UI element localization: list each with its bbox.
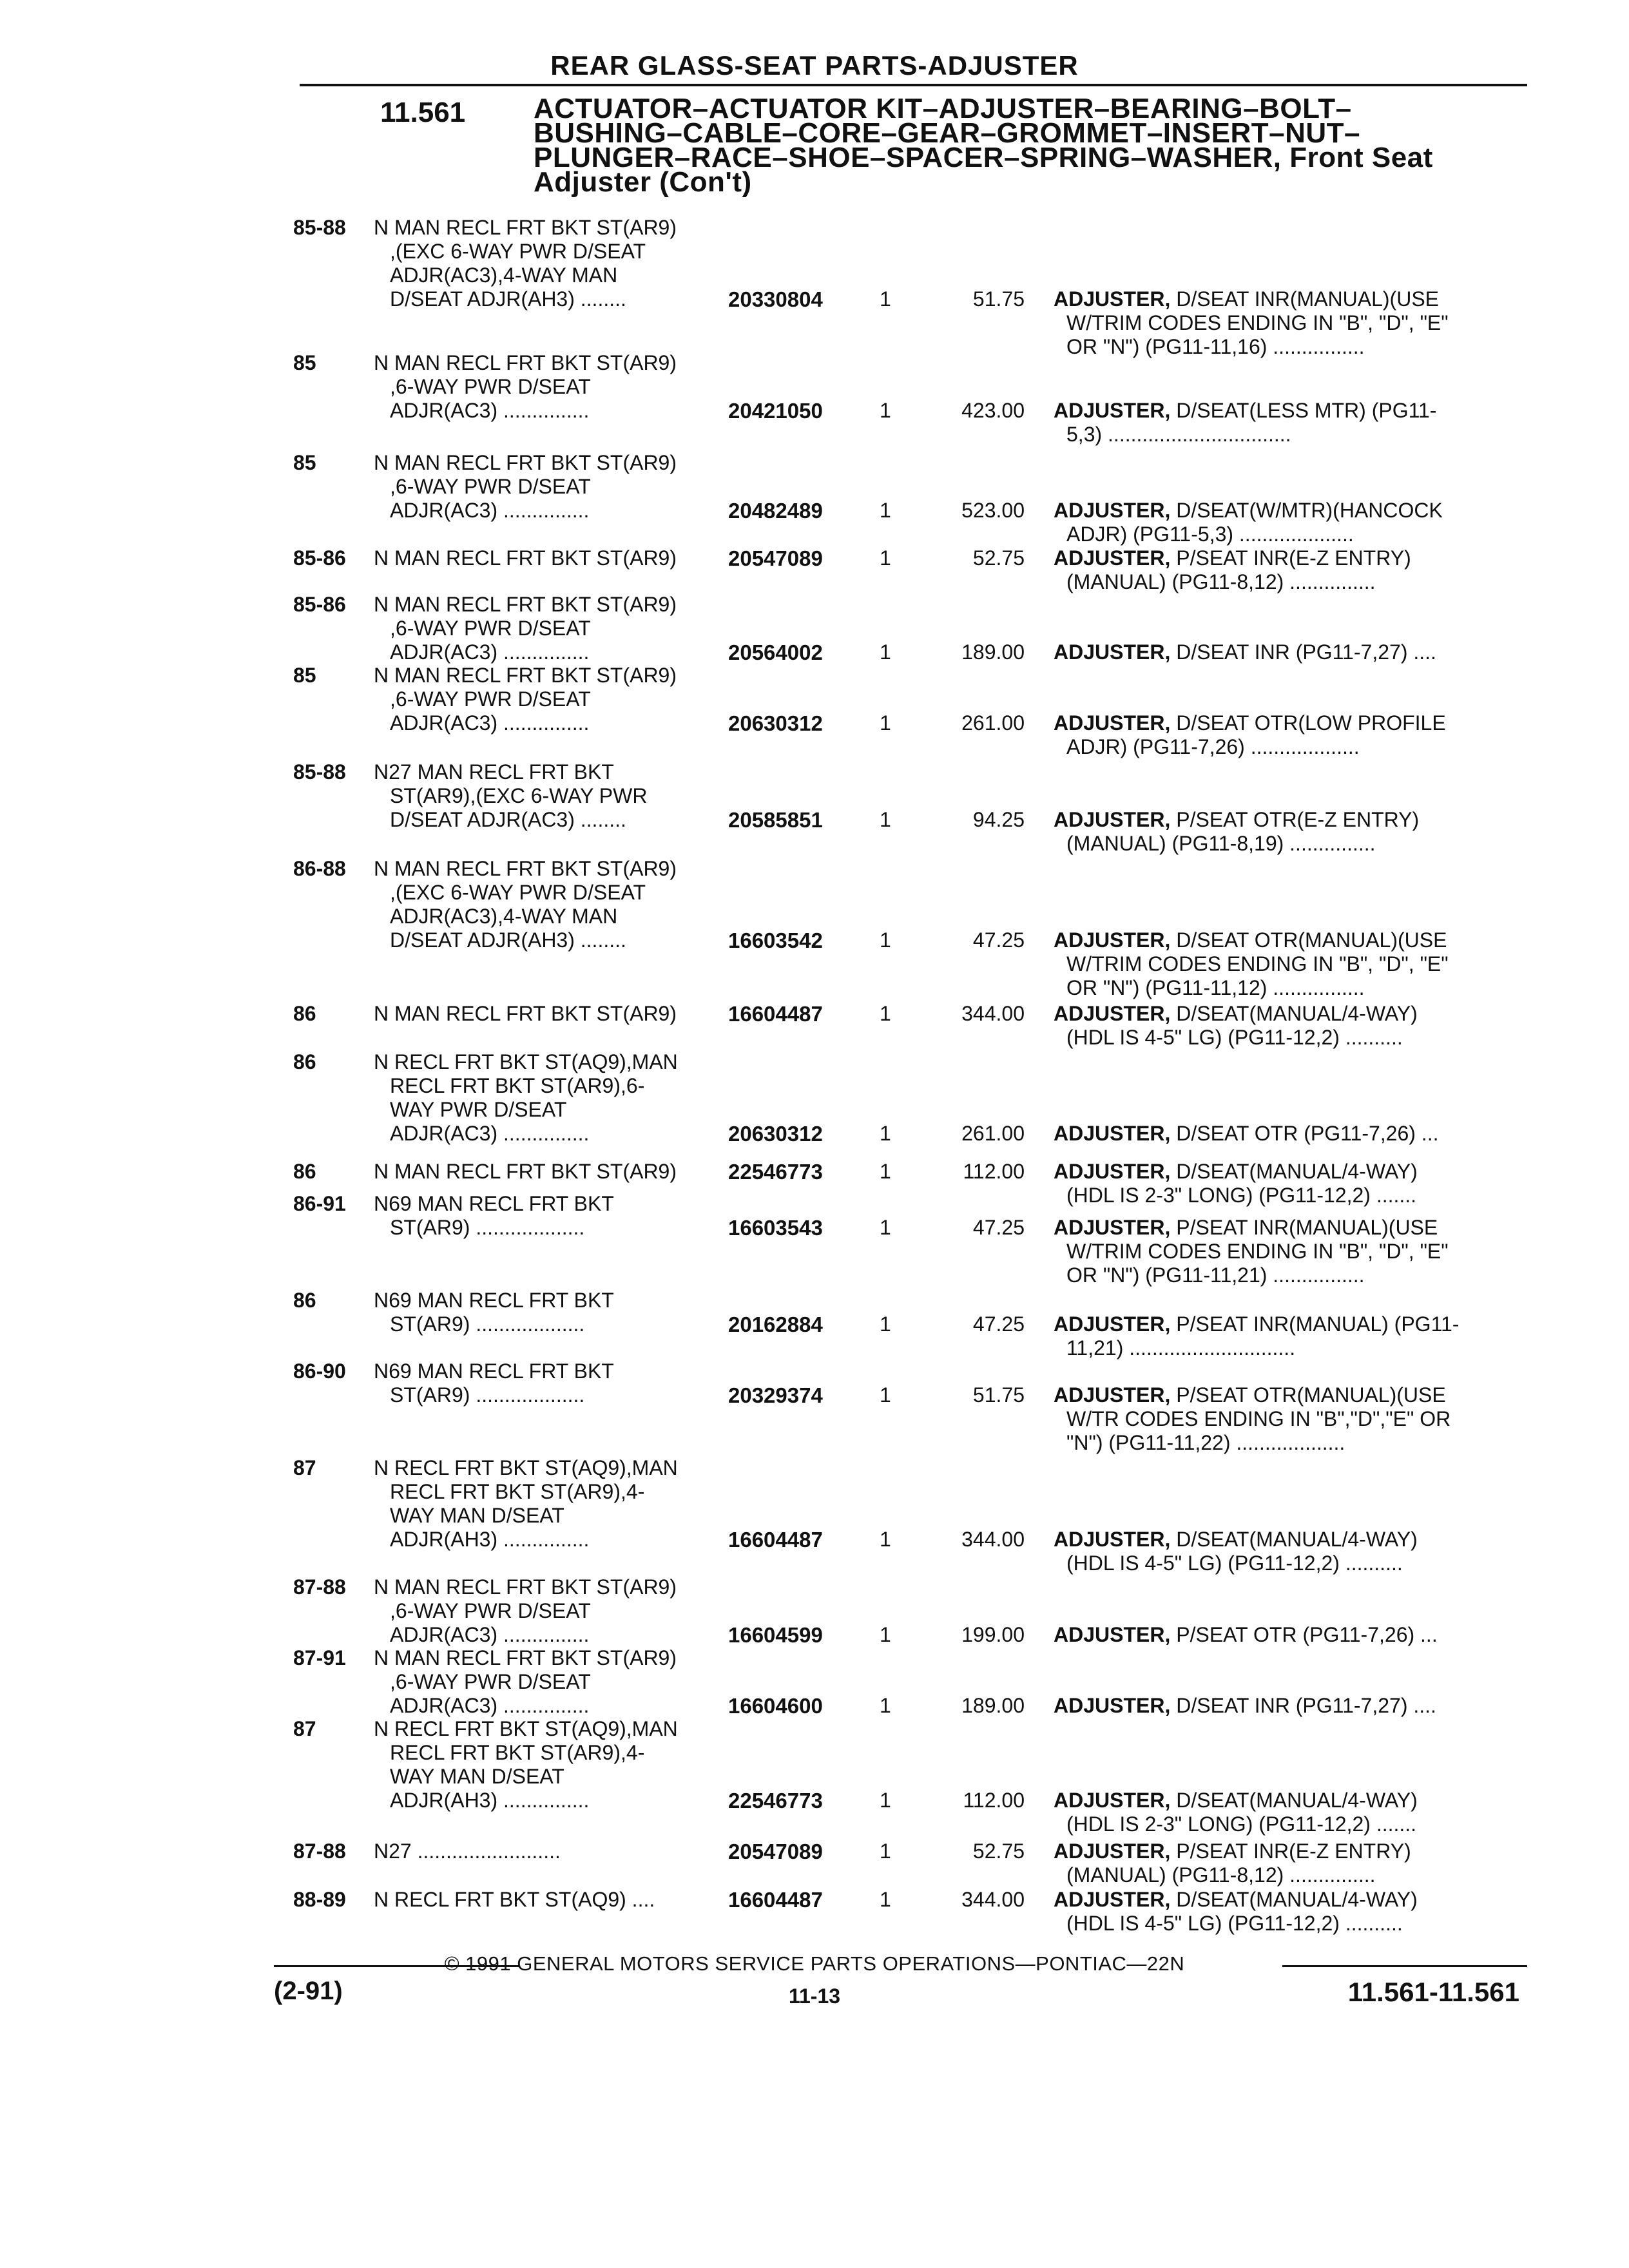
part-name: ADJUSTER, <box>1054 928 1171 952</box>
part-description-line: W/TR CODES ENDING IN "B","D","E" OR <box>1066 1407 1451 1430</box>
description-line: N MAN RECL FRT BKT ST(AR9) <box>374 1002 677 1025</box>
part-description <box>1054 1694 1518 1718</box>
application-description <box>374 1646 715 1718</box>
price: 344.00 <box>961 1002 1025 1025</box>
part-description <box>1054 928 1518 1000</box>
model-year: 86 <box>293 1002 316 1025</box>
part-name: ADJUSTER, <box>1054 1002 1171 1025</box>
part-detail: D/SEAT(MANUAL/4-WAY) <box>1176 1160 1418 1183</box>
part-description-line: (MANUAL) (PG11-8,19) ............... <box>1066 832 1376 855</box>
description-line: N MAN RECL FRT BKT ST(AR9) <box>374 857 677 880</box>
part-number: 16604599 <box>728 1623 823 1647</box>
part-number: 22546773 <box>728 1789 823 1812</box>
footer-date-code: (2-91) <box>274 1977 343 2005</box>
quantity: 1 <box>880 808 891 831</box>
part-detail: P/SEAT INR(MANUAL)(USE <box>1176 1216 1438 1239</box>
part-name: ADJUSTER, <box>1054 1528 1171 1551</box>
part-description-line: W/TRIM CODES ENDING IN "B", "D", "E" <box>1066 1240 1449 1263</box>
part-detail: P/SEAT INR(E-Z ENTRY) <box>1176 546 1411 570</box>
description-line: N RECL FRT BKT ST(AQ9),MAN <box>374 1050 678 1073</box>
part-name: ADJUSTER, <box>1054 1789 1171 1812</box>
part-name: ADJUSTER, <box>1054 399 1171 422</box>
model-year: 86-91 <box>293 1192 346 1215</box>
part-description-line: (MANUAL) (PG11-8,12) ............... <box>1066 1863 1376 1887</box>
application-description <box>374 216 715 311</box>
part-number: 20421050 <box>728 399 823 423</box>
model-year: 86-88 <box>293 857 346 880</box>
model-year: 87 <box>293 1717 316 1740</box>
part-description <box>1054 1122 1518 1146</box>
part-description-line <box>1054 640 1518 664</box>
model-year: 87-88 <box>293 1575 346 1599</box>
part-name: ADJUSTER, <box>1054 1160 1171 1183</box>
model-year: 85 <box>293 664 316 687</box>
description-line: RECL FRT BKT ST(AR9),4- <box>390 1480 645 1503</box>
price: 261.00 <box>961 1122 1025 1145</box>
footer-page-number: 11-13 <box>788 1984 841 2008</box>
part-description-line <box>1054 1160 1518 1184</box>
price: 51.75 <box>972 1383 1025 1407</box>
part-description <box>1054 711 1518 759</box>
application-description <box>374 857 715 952</box>
description-line: ADJR(AC3) ............... <box>390 640 590 664</box>
description-line: N RECL FRT BKT ST(AQ9),MAN <box>374 1456 678 1479</box>
part-description-line: (HDL IS 4-5" LG) (PG11-12,2) .......... <box>1066 1912 1403 1935</box>
model-year: 85 <box>293 451 316 474</box>
part-description-line: (HDL IS 4-5" LG) (PG11-12,2) .......... <box>1066 1552 1403 1575</box>
part-name: ADJUSTER, <box>1054 808 1171 831</box>
model-year: 86 <box>293 1289 316 1312</box>
price: 261.00 <box>961 711 1025 735</box>
description-line: N MAN RECL FRT BKT ST(AR9) <box>374 664 677 687</box>
part-detail: D/SEAT OTR (PG11-7,26) ... <box>1176 1122 1439 1145</box>
part-name: ADJUSTER, <box>1054 287 1171 311</box>
description-line: N MAN RECL FRT BKT ST(AR9) <box>374 216 677 239</box>
quantity: 1 <box>880 928 891 952</box>
model-year: 86 <box>293 1160 316 1183</box>
part-name: ADJUSTER, <box>1054 1122 1171 1145</box>
model-year: 85-88 <box>293 760 346 783</box>
description-line: D/SEAT ADJR(AH3) ........ <box>390 287 626 311</box>
part-description <box>1054 1312 1518 1360</box>
part-description-line <box>1054 1002 1518 1026</box>
application-description <box>374 1192 715 1240</box>
part-number: 20547089 <box>728 1840 823 1863</box>
description-line: ,6-WAY PWR D/SEAT <box>390 687 591 711</box>
application-description <box>374 1289 715 1336</box>
part-description-line: OR "N") (PG11-11,16) ................ <box>1066 335 1365 358</box>
application-description <box>374 664 715 735</box>
description-line: ST(AR9) ................... <box>390 1312 585 1336</box>
quantity: 1 <box>880 1623 891 1646</box>
part-number: 20482489 <box>728 499 823 523</box>
description-line: ,6-WAY PWR D/SEAT <box>390 1670 591 1693</box>
price: 344.00 <box>961 1528 1025 1551</box>
quantity: 1 <box>880 1888 891 1911</box>
part-detail: D/SEAT(W/MTR)(HANCOCK <box>1176 499 1443 522</box>
part-number: 16603542 <box>728 928 823 952</box>
application-description <box>374 1840 715 1863</box>
description-line: WAY MAN D/SEAT <box>390 1504 564 1527</box>
part-name: ADJUSTER, <box>1054 640 1171 664</box>
description-line: ST(AR9),(EXC 6-WAY PWR <box>390 784 648 807</box>
description-line: ,(EXC 6-WAY PWR D/SEAT <box>390 240 646 263</box>
model-year: 88-89 <box>293 1888 346 1911</box>
price: 199.00 <box>961 1623 1025 1646</box>
part-name: ADJUSTER, <box>1054 499 1171 522</box>
model-year: 85 <box>293 351 316 374</box>
part-description-line <box>1054 1694 1518 1718</box>
model-year: 86 <box>293 1050 316 1073</box>
description-line: ADJR(AC3) ............... <box>390 399 590 422</box>
part-description-line <box>1054 546 1518 570</box>
model-year: 87 <box>293 1456 316 1479</box>
model-year: 85-86 <box>293 546 346 570</box>
description-line: N27 MAN RECL FRT BKT <box>374 760 614 783</box>
part-number: 16603543 <box>728 1216 823 1240</box>
part-detail: D/SEAT(MANUAL/4-WAY) <box>1176 1888 1418 1911</box>
description-line: N MAN RECL FRT BKT ST(AR9) <box>374 593 677 616</box>
description-line: N MAN RECL FRT BKT ST(AR9) <box>374 1160 677 1183</box>
part-description <box>1054 640 1518 664</box>
part-description-line: OR "N") (PG11-11,12) ................ <box>1066 976 1365 999</box>
part-description <box>1054 499 1518 546</box>
description-line: ADJR(AH3) ............... <box>390 1789 590 1812</box>
part-detail: P/SEAT OTR(E-Z ENTRY) <box>1176 808 1420 831</box>
part-number: 20162884 <box>728 1312 823 1336</box>
part-description <box>1054 1216 1518 1287</box>
part-detail: D/SEAT INR (PG11-7,27) .... <box>1176 640 1436 664</box>
part-detail: P/SEAT INR(E-Z ENTRY) <box>1176 1840 1411 1863</box>
price: 51.75 <box>972 287 1025 311</box>
part-description <box>1054 1789 1518 1836</box>
model-year: 85-86 <box>293 593 346 616</box>
description-line: WAY PWR D/SEAT <box>390 1098 567 1121</box>
quantity: 1 <box>880 1312 891 1336</box>
quantity: 1 <box>880 1694 891 1717</box>
part-detail: P/SEAT OTR (PG11-7,26) ... <box>1176 1623 1438 1646</box>
description-line: N69 MAN RECL FRT BKT <box>374 1192 614 1215</box>
part-number: 20630312 <box>728 1122 823 1146</box>
part-detail: D/SEAT(LESS MTR) (PG11- <box>1176 399 1437 422</box>
quantity: 1 <box>880 711 891 735</box>
description-line: N MAN RECL FRT BKT ST(AR9) <box>374 451 677 474</box>
price: 52.75 <box>972 546 1025 570</box>
description-line: ,6-WAY PWR D/SEAT <box>390 1599 591 1622</box>
application-description <box>374 1717 715 1812</box>
price: 47.25 <box>972 928 1025 952</box>
description-line: ,(EXC 6-WAY PWR D/SEAT <box>390 881 646 904</box>
section-number: 11.561 <box>380 97 466 128</box>
application-description <box>374 1160 715 1184</box>
part-detail: D/SEAT(MANUAL/4-WAY) <box>1176 1002 1418 1025</box>
quantity: 1 <box>880 1840 891 1863</box>
description-line: ,6-WAY PWR D/SEAT <box>390 617 591 640</box>
part-detail: D/SEAT OTR(MANUAL)(USE <box>1176 928 1447 952</box>
description-line: ADJR(AH3) ............... <box>390 1528 590 1551</box>
footer-section-range: 11.561-11.561 <box>1347 1977 1519 2007</box>
part-name: ADJUSTER, <box>1054 1694 1171 1717</box>
model-year: 87-91 <box>293 1646 346 1669</box>
page-header-title: REAR GLASS-SEAT PARTS-ADJUSTER <box>550 50 1079 81</box>
price: 112.00 <box>963 1160 1025 1183</box>
application-description <box>374 1050 715 1146</box>
application-description <box>374 1360 715 1407</box>
part-number: 16604487 <box>728 1888 823 1912</box>
application-description <box>374 451 715 523</box>
application-description <box>374 546 715 570</box>
part-description <box>1054 1160 1518 1207</box>
section-title-line: ACTUATOR–ACTUATOR KIT–ADJUSTER–BEARING–BOLT– <box>534 93 1352 124</box>
quantity: 1 <box>880 1528 891 1551</box>
part-name: ADJUSTER, <box>1054 546 1171 570</box>
price: 52.75 <box>972 1840 1025 1863</box>
part-description <box>1054 1528 1518 1575</box>
description-line: ADJR(AC3) ............... <box>390 499 590 522</box>
quantity: 1 <box>880 499 891 522</box>
part-number: 22546773 <box>728 1160 823 1184</box>
part-detail: D/SEAT INR (PG11-7,27) .... <box>1176 1694 1436 1717</box>
description-line: ADJR(AC3) ............... <box>390 711 590 735</box>
description-line: RECL FRT BKT ST(AR9),4- <box>390 1741 645 1764</box>
description-line: N27 ......................... <box>374 1840 561 1863</box>
part-description-line <box>1054 1840 1518 1863</box>
quantity: 1 <box>880 1122 891 1145</box>
section-title-line: Adjuster (Con't) <box>534 166 752 198</box>
part-description-line <box>1054 1383 1518 1407</box>
price: 523.00 <box>961 499 1025 522</box>
part-name: ADJUSTER, <box>1054 1623 1171 1646</box>
quantity: 1 <box>880 287 891 311</box>
application-description <box>374 760 715 832</box>
description-line: ,6-WAY PWR D/SEAT <box>390 375 591 398</box>
description-line: ADJR(AC3),4-WAY MAN <box>390 905 618 928</box>
description-line: ADJR(AC3) ............... <box>390 1623 590 1646</box>
part-detail: D/SEAT(MANUAL/4-WAY) <box>1176 1789 1418 1812</box>
part-description-line: ADJR) (PG11-7,26) ................... <box>1066 735 1360 758</box>
part-number: 16604600 <box>728 1694 823 1718</box>
part-number: 20564002 <box>728 640 823 664</box>
part-description-line: (HDL IS 2-3" LONG) (PG11-12,2) ....... <box>1066 1184 1417 1207</box>
description-line: D/SEAT ADJR(AC3) ........ <box>390 808 626 831</box>
price: 47.25 <box>972 1312 1025 1336</box>
part-description-line <box>1054 1312 1518 1336</box>
part-description <box>1054 546 1518 594</box>
description-line: WAY MAN D/SEAT <box>390 1765 564 1788</box>
part-description <box>1054 1888 1518 1936</box>
description-line: N RECL FRT BKT ST(AQ9),MAN <box>374 1717 678 1740</box>
description-line: ADJR(AC3) ............... <box>390 1122 590 1145</box>
model-year: 86-90 <box>293 1360 346 1383</box>
footer-copyright: © 1991 GENERAL MOTORS SERVICE PARTS OPERATIONS—PONTIAC—22N <box>444 1952 1185 1975</box>
part-name: ADJUSTER, <box>1054 711 1171 735</box>
part-description-line <box>1054 1122 1518 1146</box>
application-description <box>374 593 715 664</box>
description-line: D/SEAT ADJR(AH3) ........ <box>390 928 626 952</box>
description-line: N MAN RECL FRT BKT ST(AR9) <box>374 1575 677 1599</box>
part-description-line <box>1054 711 1518 735</box>
description-line: ADJR(AC3) ............... <box>390 1694 590 1717</box>
model-year: 85-88 <box>293 216 346 239</box>
part-description-line: (MANUAL) (PG11-8,12) ............... <box>1066 570 1376 593</box>
part-description-line <box>1054 1528 1518 1552</box>
application-description <box>374 1888 715 1912</box>
part-description <box>1054 1623 1518 1647</box>
part-number: 20547089 <box>728 546 823 570</box>
application-description <box>374 1575 715 1647</box>
quantity: 1 <box>880 1789 891 1812</box>
part-detail: D/SEAT INR(MANUAL)(USE <box>1176 287 1439 311</box>
part-number: 16604487 <box>728 1528 823 1552</box>
quantity: 1 <box>880 1002 891 1025</box>
model-year: 87-88 <box>293 1840 346 1863</box>
part-description <box>1054 399 1518 447</box>
description-line: N MAN RECL FRT BKT ST(AR9) <box>374 546 677 570</box>
part-detail: P/SEAT INR(MANUAL) (PG11- <box>1176 1312 1460 1336</box>
part-description <box>1054 1840 1518 1887</box>
description-line: N69 MAN RECL FRT BKT <box>374 1360 614 1383</box>
price: 423.00 <box>961 399 1025 422</box>
part-number: 20329374 <box>728 1383 823 1407</box>
part-description-line <box>1054 287 1518 311</box>
part-description-line: "N") (PG11-11,22) ................... <box>1066 1431 1345 1454</box>
part-description <box>1054 1383 1518 1455</box>
price: 94.25 <box>972 808 1025 831</box>
part-name: ADJUSTER, <box>1054 1216 1171 1239</box>
part-number: 20585851 <box>728 808 823 832</box>
description-line: N69 MAN RECL FRT BKT <box>374 1289 614 1312</box>
application-description <box>374 351 715 423</box>
part-description-line: W/TRIM CODES ENDING IN "B", "D", "E" <box>1066 952 1449 975</box>
part-description <box>1054 808 1518 856</box>
part-name: ADJUSTER, <box>1054 1888 1171 1911</box>
part-description-line <box>1054 1623 1518 1647</box>
part-description-line: OR "N") (PG11-11,21) ................ <box>1066 1264 1365 1287</box>
quantity: 1 <box>880 1216 891 1239</box>
part-name: ADJUSTER, <box>1054 1840 1171 1863</box>
section-title-line: BUSHING–CABLE–CORE–GEAR–GROMMET–INSERT–NUT– <box>534 117 1361 149</box>
part-description-line: ADJR) (PG11-5,3) .................... <box>1066 523 1354 546</box>
part-description-line: W/TRIM CODES ENDING IN "B", "D", "E" <box>1066 311 1449 334</box>
part-detail: D/SEAT OTR(LOW PROFILE <box>1176 711 1446 735</box>
description-line: RECL FRT BKT ST(AR9),6- <box>390 1074 645 1097</box>
price: 189.00 <box>961 640 1025 664</box>
quantity: 1 <box>880 546 891 570</box>
part-description <box>1054 1002 1518 1050</box>
part-description-line <box>1054 928 1518 952</box>
part-number: 20630312 <box>728 711 823 735</box>
quantity: 1 <box>880 1383 891 1407</box>
part-description-line <box>1054 399 1518 423</box>
part-description-line: 5,3) ................................ <box>1066 423 1291 446</box>
part-description-line <box>1054 808 1518 832</box>
part-description-line: (HDL IS 4-5" LG) (PG11-12,2) .......... <box>1066 1026 1403 1049</box>
part-number: 16604487 <box>728 1002 823 1026</box>
section-title-line: PLUNGER–RACE–SHOE–SPACER–SPRING–WASHER, Front Seat <box>534 142 1433 173</box>
application-description <box>374 1456 715 1552</box>
price: 47.25 <box>972 1216 1025 1239</box>
part-description-line: 11,21) ............................. <box>1066 1336 1296 1360</box>
description-line: ST(AR9) ................... <box>390 1383 585 1407</box>
description-line: ,6-WAY PWR D/SEAT <box>390 475 591 498</box>
part-description-line <box>1054 1888 1518 1912</box>
price: 344.00 <box>961 1888 1025 1911</box>
part-number: 20330804 <box>728 287 823 311</box>
part-description-line <box>1054 1789 1518 1812</box>
application-description <box>374 1002 715 1026</box>
description-line: ST(AR9) ................... <box>390 1216 585 1239</box>
description-line: N RECL FRT BKT ST(AQ9) .... <box>374 1888 655 1911</box>
part-description-line <box>1054 499 1518 523</box>
price: 112.00 <box>963 1789 1025 1812</box>
quantity: 1 <box>880 399 891 422</box>
description-line: N MAN RECL FRT BKT ST(AR9) <box>374 1646 677 1669</box>
part-description <box>1054 287 1518 359</box>
part-detail: P/SEAT OTR(MANUAL)(USE <box>1176 1383 1446 1407</box>
quantity: 1 <box>880 640 891 664</box>
part-name: ADJUSTER, <box>1054 1383 1171 1407</box>
part-name: ADJUSTER, <box>1054 1312 1171 1336</box>
part-description-line <box>1054 1216 1518 1240</box>
description-line: ADJR(AC3),4-WAY MAN <box>390 264 618 287</box>
description-line: N MAN RECL FRT BKT ST(AR9) <box>374 351 677 374</box>
part-description-line: (HDL IS 2-3" LONG) (PG11-12,2) ....... <box>1066 1812 1417 1836</box>
part-detail: D/SEAT(MANUAL/4-WAY) <box>1176 1528 1418 1551</box>
price: 189.00 <box>961 1694 1025 1717</box>
quantity: 1 <box>880 1160 891 1183</box>
